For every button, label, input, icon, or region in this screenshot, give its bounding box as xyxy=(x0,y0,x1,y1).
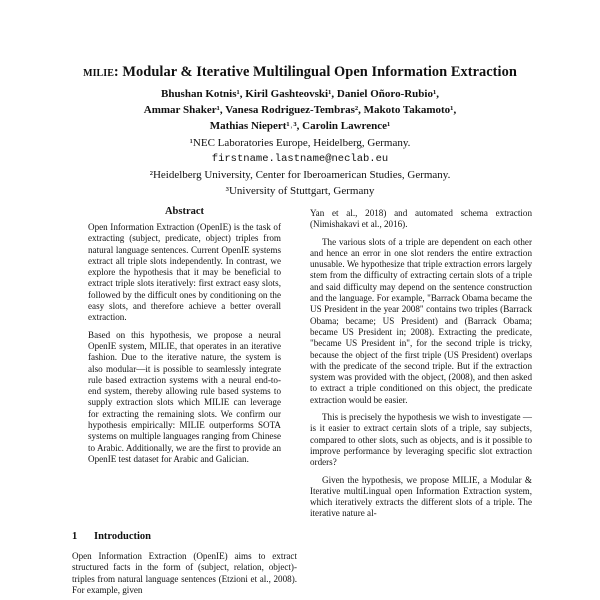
title-rest: : Modular & Iterative Multilingual Open Information Extraction xyxy=(113,64,517,80)
paper-title xyxy=(0,64,600,81)
abstract-body xyxy=(88,222,281,465)
right-paragraph-3: Given the hypothesis, we propose MILIE, a Modular & Iterative multiLingual open Information Extraction system, which iteratively extracts the different slots of a triple. The iterative nature al- xyxy=(310,474,532,519)
abstract-paragraph-2: Based on this hypothesis, we propose a neural OpenIE system, MILIE, that operates in an iterative fashion. Due to the iterative nature, the system is also modular—it is possible to seamlessly integrate rule based extraction systems with a neural end-to-end system, thereby allowing rule based systems to supply extraction slots which MILIE can leverage for extracting the remaining slots. We confirm our hypothesis empirically: MILIE outperforms SOTA systems on multiple languages ranging from Chinese to Arabic. Additionally, we are the first to provide an OpenIE test dataset for Arabic and Galician. xyxy=(88,329,281,464)
right-paragraph-1: The various slots of a triple are dependent on each other and hence an error in one slot renders the entire extraction unusable. We hypothesize that triple extraction errors largely stem from the difficulty of extracting certain slots of a triple and said difficulty may depend on the sentence construction and the language. For example, "Barrack Obama became the US President in the year 2008" contains two triples (Barrack Obama; became; US President) and (Barrack Obama; became US President in; 2008). Extracting the predicate, "became US President in", for the second triple is tricky, because the object of the first triple (US President) overlaps with the predicate of the second triple. But if the extraction system was provided with the object, (2008), and then asked to extract a triple conditioned on this object, the predicate extraction would be easier. xyxy=(310,236,532,405)
abstract-paragraph-1: Open Information Extraction (OpenIE) is the task of extracting (subject, predicate, object) triples from natural language sentences. Current OpenIE systems extract all triple slots independently. In contrast, we explore the hypothesis that it may be beneficial to extract triple slots iteratively: first extract easy slots, followed by the difficult ones by conditioning on the easy slots, and therefore achieve a better overall extraction. xyxy=(88,222,281,323)
title-system-name: milie xyxy=(83,64,114,80)
author-email: firstname.lastname@neclab.eu xyxy=(211,152,389,165)
section-number: 1 xyxy=(72,531,78,542)
author-line-2: Ammar Shaker¹, Vanesa Rodriguez-Tembras², Makoto Takamoto¹, xyxy=(143,104,457,117)
affiliation-2: ²Heidelberg University, Center for Iberoamerican Studies, Germany. xyxy=(149,169,451,182)
affiliation-3: ³University of Stuttgart, Germany xyxy=(225,185,375,198)
section-heading-introduction xyxy=(72,531,151,542)
right-paragraph-2: This is precisely the hypothesis we wish to investigate —is it easier to extract certain slots of a triple, say subjects, compared to other slots, such as objects, and is it possible to improve performance by leveraging specific slot extraction orders? xyxy=(310,412,532,468)
affiliation-1: ¹NEC Laboratories Europe, Heidelberg, Germany. xyxy=(189,136,411,149)
right-column xyxy=(310,208,532,520)
author-block xyxy=(0,86,600,199)
introduction-paragraph: Open Information Extraction (OpenIE) aims to extract structured facts in the form of (subject, relation, object)-triples from natural language sentences (Etzioni et al., 2008). For example, given xyxy=(72,551,297,595)
abstract-heading: Abstract xyxy=(164,206,205,217)
right-paragraph-0: Yan et al., 2018) and automated schema extraction (Nimishakavi et al., 2016). xyxy=(310,208,532,230)
author-line-3: Mathias Niepert¹˒³, Carolin Lawrence¹ xyxy=(209,120,391,133)
author-line-1: Bhushan Kotnis¹, Kiril Gashteovski¹, Daniel Oñoro-Rubio¹, xyxy=(160,88,440,100)
section-title: Introduction xyxy=(94,531,151,542)
